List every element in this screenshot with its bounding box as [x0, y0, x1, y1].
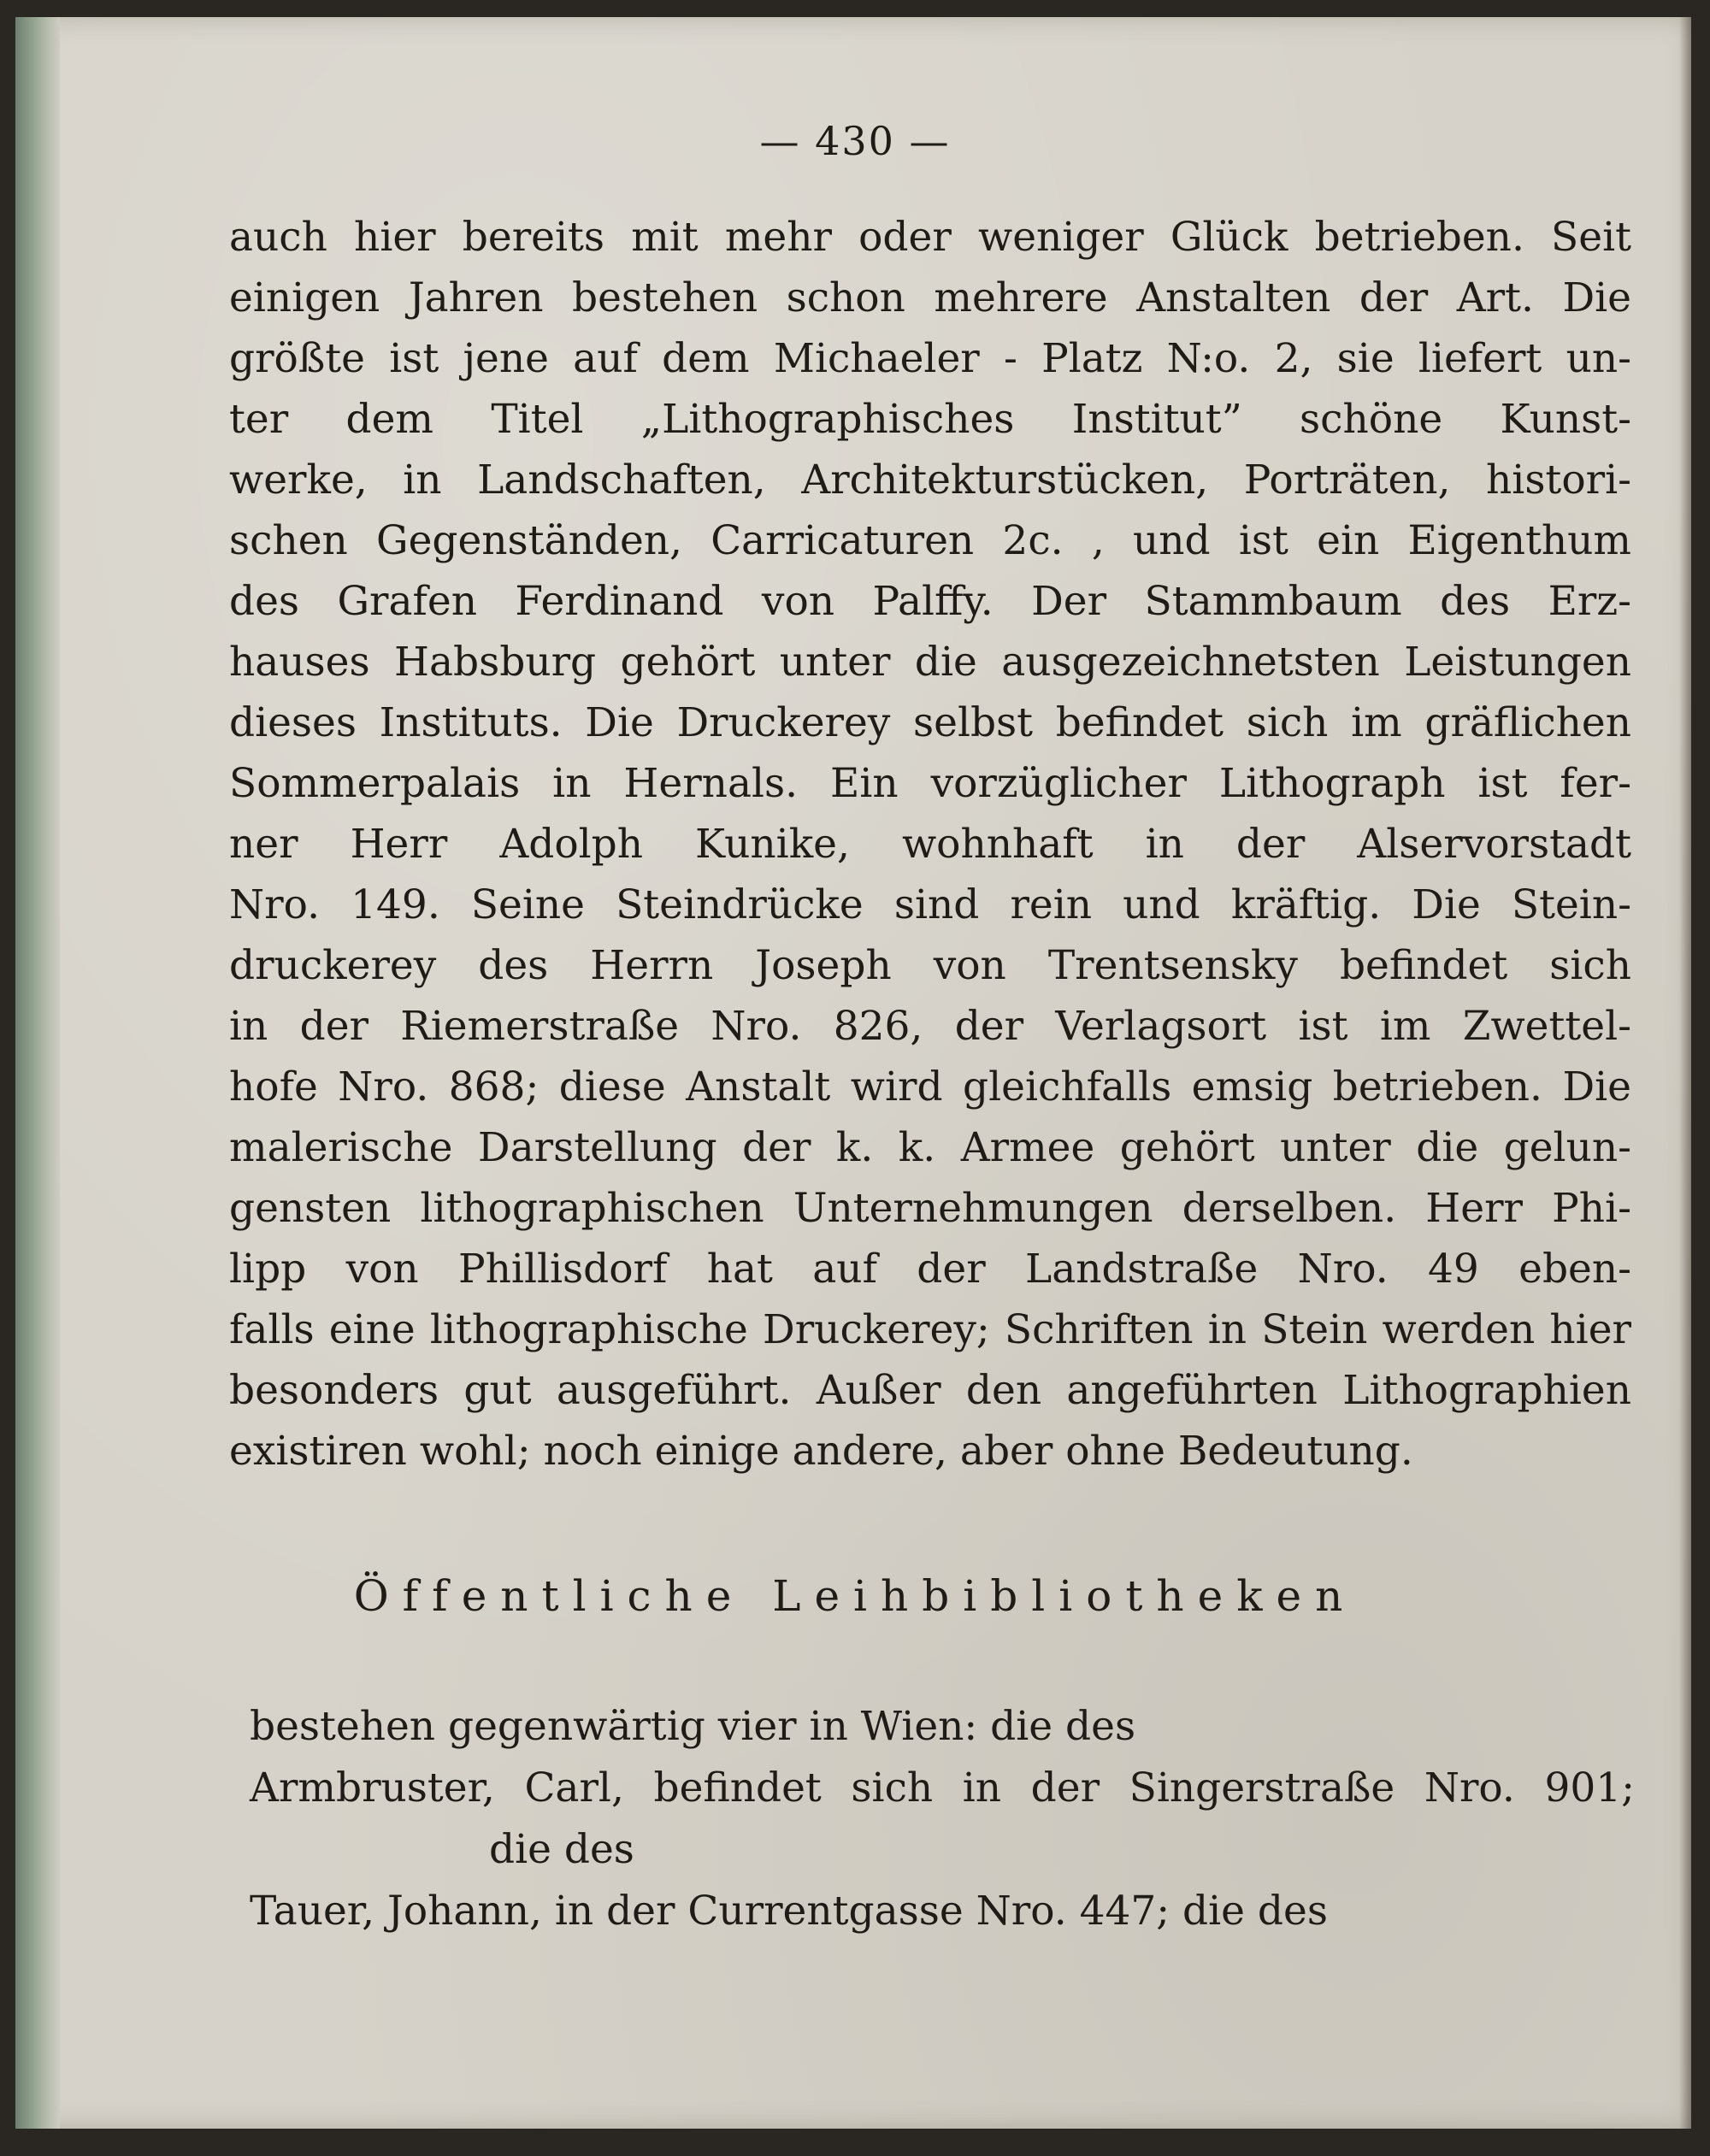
text-line: malerische Darstellung der k. k. Armee gehört unter die gelun- [229, 1124, 1631, 1171]
text-line: in der Riemerstraße Nro. 826, der Verlagsort ist im Zwettel- [229, 1003, 1631, 1050]
text-line: Nro. 149. Seine Steindrücke sind rein und kräftig. Die Stein- [229, 881, 1631, 928]
list-item: Tauer, Johann, in der Currentgasse Nro. 447; die des [250, 1888, 1328, 1935]
text-line: lipp von Phillisdorf hat auf der Landstraße Nro. 49 eben- [229, 1246, 1631, 1293]
list-continuation: die des [489, 1826, 634, 1873]
list-item: Armbruster, Carl, befindet sich in der Singerstraße Nro. 901; [250, 1764, 1635, 1811]
text-line: dieses Instituts. Die Druckerey selbst befindet sich im gräflichen [229, 699, 1631, 746]
text-line: des Grafen Ferdinand von Palffy. Der Stammbaum des Erz- [229, 578, 1631, 625]
text-line: einigen Jahren bestehen schon mehrere Anstalten der Art. Die [229, 274, 1631, 321]
text-line: ner Herr Adolph Kunike, wohnhaft in der Alservorstadt [229, 821, 1631, 868]
text-line: falls eine lithographische Druckerey; Schriften in Stein werden hier [229, 1306, 1631, 1353]
section-heading: Öffentliche Leihbibliotheken [353, 1571, 1357, 1621]
text-line: druckerey des Herrn Joseph von Trentsensky befindet sich [229, 942, 1631, 989]
text-line: auch hier bereits mit mehr oder weniger Glück betrieben. Seit [229, 214, 1631, 261]
page-shadow-edge [1679, 17, 1691, 2129]
page-number: — 430 — [759, 118, 951, 164]
text-line: schen Gegenständen, Carricaturen 2c. , und ist ein Eigenthum [229, 517, 1631, 564]
text-line: größte ist jene auf dem Michaeler - Platz N:o. 2, sie liefert un- [229, 335, 1631, 382]
text-line: Sommerpalais in Hernals. Ein vorzüglicher Lithograph ist fer- [229, 760, 1631, 807]
text-line: besonders gut ausgeführt. Außer den angeführten Lithographien [229, 1367, 1631, 1414]
text-line: werke, in Landschaften, Architekturstücken, Porträten, histori- [229, 457, 1631, 504]
text-line-last: existiren wohl; noch einige andere, aber ohne Bedeutung. [229, 1428, 1413, 1475]
text-line: hauses Habsburg gehört unter die ausgezeichnetsten Leistungen [229, 639, 1631, 686]
text-line: gensten lithographischen Unternehmungen derselben. Herr Phi- [229, 1185, 1631, 1232]
text-line: hofe Nro. 868; diese Anstalt wird gleichfalls emsig betrieben. Die [229, 1063, 1631, 1110]
body-paragraph [229, 207, 1631, 1482]
text-line: ter dem Titel „Lithographisches Institut” schöne Kunst- [229, 396, 1631, 443]
book-spine-edge [15, 17, 60, 2129]
library-list [250, 1696, 1635, 1942]
list-intro-line: bestehen gegenwärtig vier in Wien: die des [250, 1703, 1136, 1750]
